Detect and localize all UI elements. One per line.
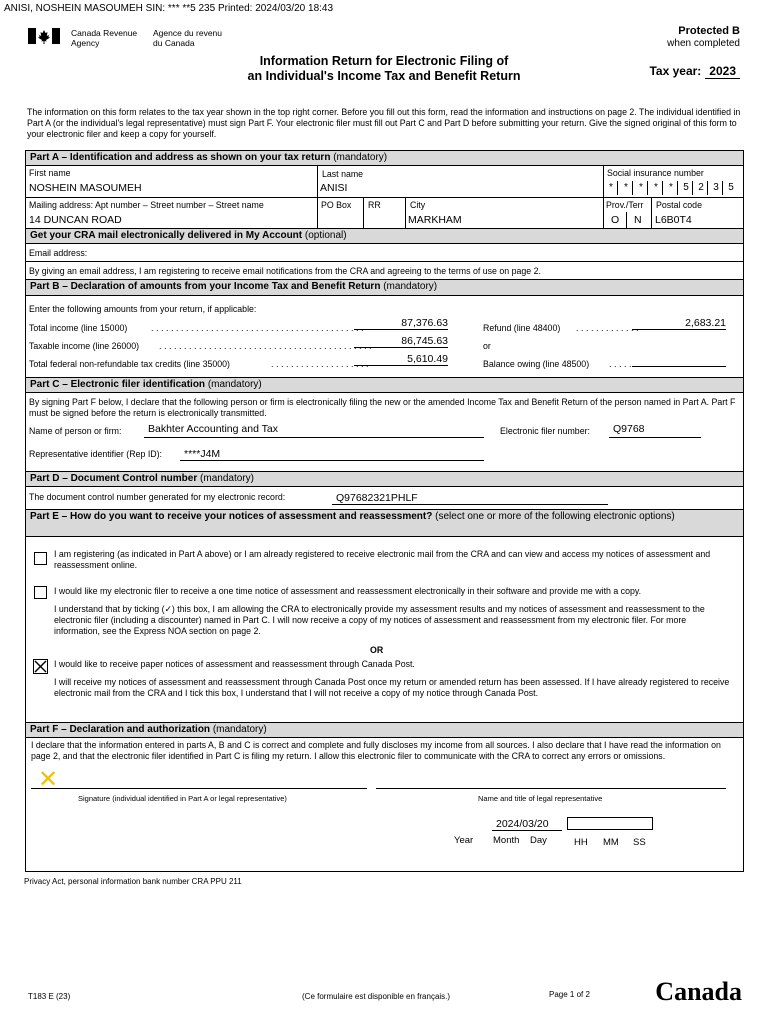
form-body [25,150,744,872]
legal-rep-line[interactable] [376,788,726,789]
sin-digit: 2 [695,181,708,195]
protected-label: Protected B when completed [667,25,740,49]
date-value[interactable]: 2024/03/20 [496,818,549,830]
efile-number-value[interactable]: Q9768 [613,423,645,435]
mail-header: Get your CRA mail electronically delivered in My Account (optional) [26,229,743,244]
credits-value[interactable]: 5,610.49 [354,353,448,366]
signature-line[interactable] [31,788,367,789]
part-c-body: By signing Part F below, I declare that the following person or firm is electronically filing the new or the amended Income Tax and Benefit Return of the person named in Part A. Part F must be signed before the return is electronically transmitted. Name of person or firm: Bakhter Accounting and Tax Electronic filer number: Q9768 Representative identifier (Rep ID): ****J4M [26,393,743,472]
prov-value[interactable]: N [634,214,642,226]
city-value[interactable]: MARKHAM [408,214,462,226]
part-c-header: Part C – Electronic filer identification (mandatory) [26,378,743,393]
email-note-row: By giving an email address, I am registering to receive email notifications from the CRA and agreeing to the terms of use on page 2. [26,262,743,280]
sin-digit: * [650,181,663,195]
last-name-value[interactable]: ANISI [320,182,348,194]
print-header: ANISI, NOSHEIN MASOUMEH SIN: *** **5 235 Printed: 2024/03/20 18:43 [4,3,334,14]
tax-year-value: 2023 [705,64,740,79]
taxable-income-value[interactable]: 86,745.63 [354,335,448,348]
email-row[interactable]: Email address: [26,244,743,262]
french-note: (Ce formulaire est disponible en français.) [302,992,451,1001]
sin-digit: * [635,181,648,195]
checkbox-paper-notices[interactable] [33,659,48,674]
part-d-body: The document control number generated for my electronic record: Q97682321PHLF [26,487,743,510]
agency-name-fr: Agence du revenu du Canada [153,28,222,48]
part-f-body: I declare that the information entered in parts A, B and C is correct and complete and fully discloses my income from all sources. I also declare that I have read the information on page 2, and that the electronic filer identified in Part C is filing my return. I allow this electronic filer to communicate with the CRA to correct any errors or omissions. ✕ Signature (individual identified in Part A or legal representative) Name and title of legal representative 2024/03/20 Year Month Day HH MM SS [26,738,743,878]
part-e-header: Part E – How do you want to receive your notices of assessment and reassessment? (select one or more of the following electronic options) [26,510,743,537]
intro-text: The information on this form relates to the tax year shown in the top right corner. Before you fill out this form, read the information and instructions on page 2. The individual identified in Part A (or the individual's legal representative) must sign Part F. Your electronic filer must fill out Part C and Part D before submitting your return. Give the signed original of this form to your electronic filer and keep a copy for yourself. [27,107,741,139]
prov-value[interactable]: O [611,214,620,226]
part-b-body: Enter the following amounts from your return, if applicable: Total income (line 15000) . . . . . . . . . . . . . . . . . . . . . . . . . . . . . . . . . . . . . . . . . . . 87,376.63 Taxable income (line 26000) . . . . . . . . . . . . . . . . . . . . . . . . . . . . . . . . . . . . . . . . . . . 86,745.63 Total federal non-refundable tax credits (line 35000) . . . . . . . . . . . . . . . . . . . . 5,610.49 Refund (line 48400) . . . . . . . . . . . . . 2,683.21 or Balance owing (line 48500) . . . . . [26,296,743,378]
filer-name-value[interactable]: Bakhter Accounting and Tax [148,423,278,435]
sin-digit: 3 [710,181,723,195]
page-number: Page 1 of 2 [549,990,590,999]
address-value[interactable]: 14 DUNCAN ROAD [29,214,122,226]
canada-flag-icon [28,28,60,44]
refund-value[interactable]: 2,683.21 [632,317,726,330]
part-e-body: I am registering (as indicated in Part A above) or I am already registered to receive electronic mail from the CRA and can view and access my notices of assessment and reassessment online. I would like my electronic filer to receive a one time notice of assessment and reassessment electronically in their software and provide me with a copy. I understand that by ticking (✓) this box, I am allowing the CRA to electronically provide my assessment results and my notices of assessment and reassessment to the electronic filer (including a discounter) named in Part C. I will now receive a copy of my notices of assessment and reassessment from my electronic filer. For more information, see the Express NOA section on page 2. OR I would like to receive paper notices of assessment and reassessment through Canada Post. I will receive my notices of assessment and reassessment through Canada Post once my return or amended return has been assessed. If I have already registered to receive electronic mail from the CRA and I tick this box, I understand that I will not receive a copy of my notice through Canada Post. [26,537,743,723]
part-f-header: Part F – Declaration and authorization (mandatory) [26,723,743,738]
part-b-header: Part B – Declaration of amounts from your Income Tax and Benefit Return (mandatory) [26,280,743,296]
part-a-names-row: First name NOSHEIN MASOUMEH Last name ANISI Social insurance number * * * * * 5 2 3 5 [26,166,743,198]
first-name-value[interactable]: NOSHEIN MASOUMEH [29,182,142,194]
rep-id-value[interactable]: ****J4M [184,448,221,460]
check-x-icon [34,660,47,673]
checkbox-my-account[interactable] [34,552,47,565]
tax-year: Tax year: 2023 [649,64,740,79]
time-field[interactable] [567,817,653,830]
sin-digit: * [620,181,633,195]
part-a-header: Part A – Identification and address as shown on your tax return (mandatory) [26,151,743,166]
sin-digit: 5 [680,181,693,195]
part-a-address-row: Mailing address: Apt number – Street number – Street name 14 DUNCAN ROAD PO Box RR City MARKHAM Prov./Terr O N Postal code L6B0T4 [26,198,743,229]
form-id: T183 E (23) [28,992,71,1001]
sin-digit: * [665,181,678,195]
dcn-value[interactable]: Q97682321PHLF [336,492,418,504]
part-d-header: Part D – Document Control number (mandatory) [26,472,743,487]
balance-value[interactable] [632,353,726,367]
checkbox-express-noa[interactable] [34,586,47,599]
sin-digit: * [605,181,618,195]
sin-digit: 5 [728,182,734,193]
agency-name-en: Canada Revenue Agency [71,28,138,48]
postal-value[interactable]: L6B0T4 [655,214,692,226]
canada-wordmark: Canada [655,977,742,1006]
total-income-value[interactable]: 87,376.63 [354,317,448,330]
form-title: Information Return for Electronic Filing of an Individual's Income Tax and Benefit Return [247,54,521,83]
signature-x-icon: ✕ [38,766,59,793]
privacy-note: Privacy Act, personal information bank number CRA PPU 211 [24,877,242,886]
